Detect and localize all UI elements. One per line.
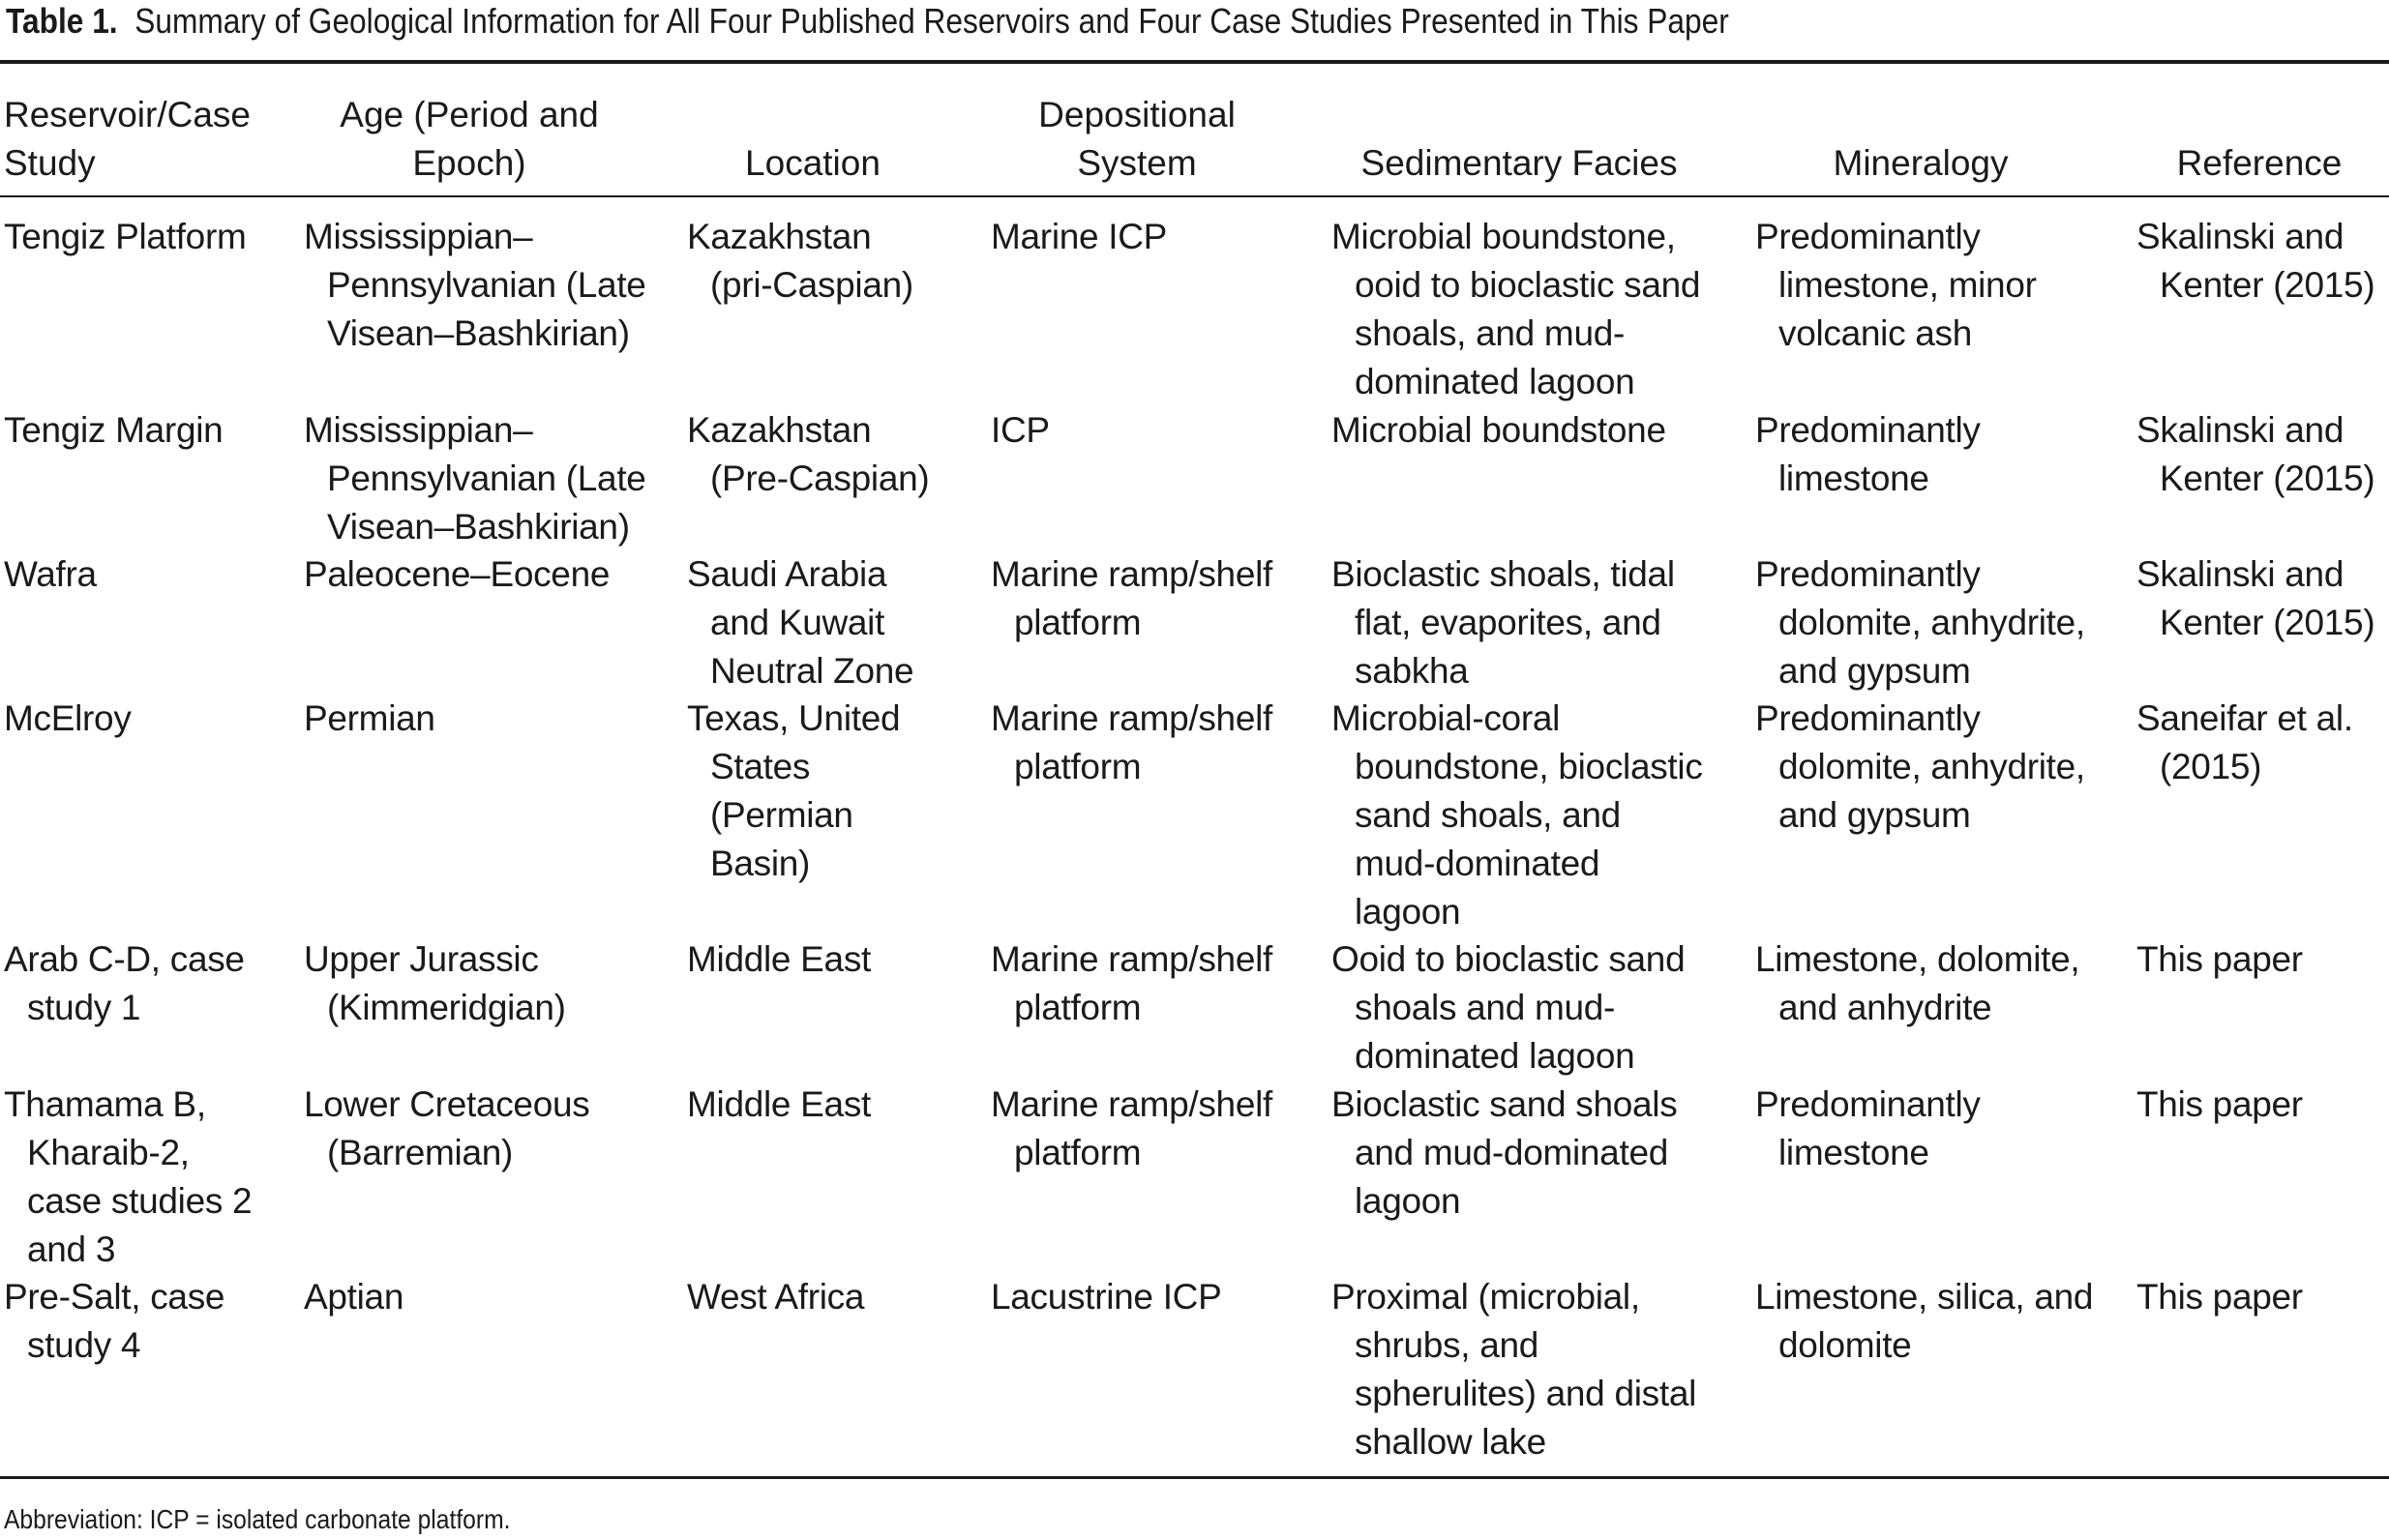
bottom-rule bbox=[0, 1476, 2389, 1479]
cell-mineralogy: Predominantly dolomite, anhydrite, and gypsum bbox=[1755, 554, 2085, 691]
cell-depositional-system: Marine ramp/shelf platform bbox=[991, 1084, 1273, 1172]
cell-location: West Africa bbox=[687, 1277, 865, 1317]
cell-location: Middle East bbox=[687, 939, 872, 979]
header-location: Location bbox=[745, 143, 881, 183]
cell-reservoir: McElroy bbox=[4, 698, 132, 738]
cell-mineralogy: Predominantly dolomite, anhydrite, and gypsum bbox=[1755, 698, 2085, 835]
cell-sedimentary-facies: Bioclastic sand shoals and mud-dominated lagoon bbox=[1331, 1084, 1678, 1221]
cell-sedimentary-facies: Microbial boundstone bbox=[1331, 410, 1666, 450]
cell-sedimentary-facies: Ooid to bioclastic sand shoals and mud- dominated lagoon bbox=[1331, 939, 1686, 1076]
cell-reservoir: Tengiz Margin bbox=[4, 410, 224, 450]
cell-mineralogy: Limestone, dolomite, and anhydrite bbox=[1755, 939, 2080, 1027]
cell-sedimentary-facies: Microbial-coral boundstone, bioclastic sand shoals, and mud-dominated lagoon bbox=[1331, 698, 1703, 932]
cell-mineralogy: Predominantly limestone bbox=[1755, 1084, 1981, 1172]
header-depositional-system: Depositional System bbox=[1038, 95, 1236, 183]
cell-location: Kazakhstan (Pre-Caspian) bbox=[687, 410, 930, 498]
cell-mineralogy: Predominantly limestone bbox=[1755, 410, 1981, 498]
cell-age: Upper Jurassic (Kimmeridgian) bbox=[304, 939, 566, 1027]
cell-reservoir: Wafra bbox=[4, 554, 97, 594]
cell-reference: This paper bbox=[2136, 1084, 2303, 1124]
cell-depositional-system: Marine ramp/shelf platform bbox=[991, 939, 1273, 1027]
cell-depositional-system: ICP bbox=[991, 410, 1050, 450]
header-mineralogy: Mineralogy bbox=[1833, 143, 2009, 183]
cell-depositional-system: Marine ICP bbox=[991, 217, 1168, 256]
table-footnote: Abbreviation: ICP = isolated carbonate platform. bbox=[4, 1504, 511, 1534]
cell-mineralogy: Limestone, silica, and dolomite bbox=[1755, 1277, 2094, 1365]
cell-reference: Skalinski and Kenter (2015) bbox=[2136, 410, 2375, 498]
cell-reference: Skalinski and Kenter (2015) bbox=[2136, 217, 2375, 305]
cell-depositional-system: Marine ramp/shelf platform bbox=[991, 554, 1273, 642]
cell-location: Saudi Arabia and Kuwait Neutral Zone bbox=[687, 554, 914, 691]
cell-reservoir: Thamama B, Kharaib-2, case studies 2 and 3 bbox=[4, 1084, 253, 1269]
cell-age: Paleocene–Eocene bbox=[304, 554, 611, 594]
cell-reservoir: Pre-Salt, case study 4 bbox=[4, 1277, 225, 1365]
cell-sedimentary-facies: Microbial boundstone, ooid to bioclastic sand shoals, and mud- dominated lagoon bbox=[1331, 217, 1701, 401]
header-reservoir: Reservoir/Case Study bbox=[4, 95, 251, 183]
cell-age: Mississippian– Pennsylvanian (Late Visean–Bashkirian) bbox=[304, 217, 646, 353]
cell-depositional-system: Lacustrine ICP bbox=[991, 1277, 1222, 1317]
cell-age: Mississippian– Pennsylvanian (Late Visean–Bashkirian) bbox=[304, 410, 646, 547]
header-age: Age (Period and Epoch) bbox=[340, 95, 599, 183]
header-rule bbox=[0, 195, 2389, 197]
cell-reservoir: Tengiz Platform bbox=[4, 217, 247, 256]
header-reference: Reference bbox=[2176, 143, 2343, 183]
cell-age: Permian bbox=[304, 698, 435, 738]
cell-age: Lower Cretaceous (Barremian) bbox=[304, 1084, 590, 1172]
header-sedimentary-facies: Sedimentary Facies bbox=[1360, 143, 1678, 183]
cell-age: Aptian bbox=[304, 1277, 404, 1317]
cell-mineralogy: Predominantly limestone, minor volcanic ash bbox=[1755, 217, 2037, 353]
cell-sedimentary-facies: Bioclastic shoals, tidal flat, evaporites, and sabkha bbox=[1331, 554, 1675, 691]
cell-reference: Skalinski and Kenter (2015) bbox=[2136, 554, 2375, 642]
cell-reference: Saneifar et al. (2015) bbox=[2136, 698, 2353, 786]
cell-location: Middle East bbox=[687, 1084, 872, 1124]
table-caption bbox=[6, 0, 2092, 43]
cell-depositional-system: Marine ramp/shelf platform bbox=[991, 698, 1273, 786]
cell-location: Kazakhstan (pri-Caspian) bbox=[687, 217, 913, 305]
cell-reference: This paper bbox=[2136, 1277, 2303, 1317]
top-rule bbox=[0, 60, 2389, 64]
caption-label: Table 1. bbox=[6, 1, 118, 41]
caption-text: Summary of Geological Information for All Four Published Reservoirs and Four Case Studies Presented in This Paper bbox=[134, 1, 1729, 41]
cell-sedimentary-facies: Proximal (microbial, shrubs, and spherulites) and distal shallow lake bbox=[1331, 1277, 1697, 1462]
cell-reservoir: Arab C-D, case study 1 bbox=[4, 939, 245, 1027]
cell-location: Texas, United States (Permian Basin) bbox=[687, 698, 901, 883]
cell-reference: This paper bbox=[2136, 939, 2303, 979]
